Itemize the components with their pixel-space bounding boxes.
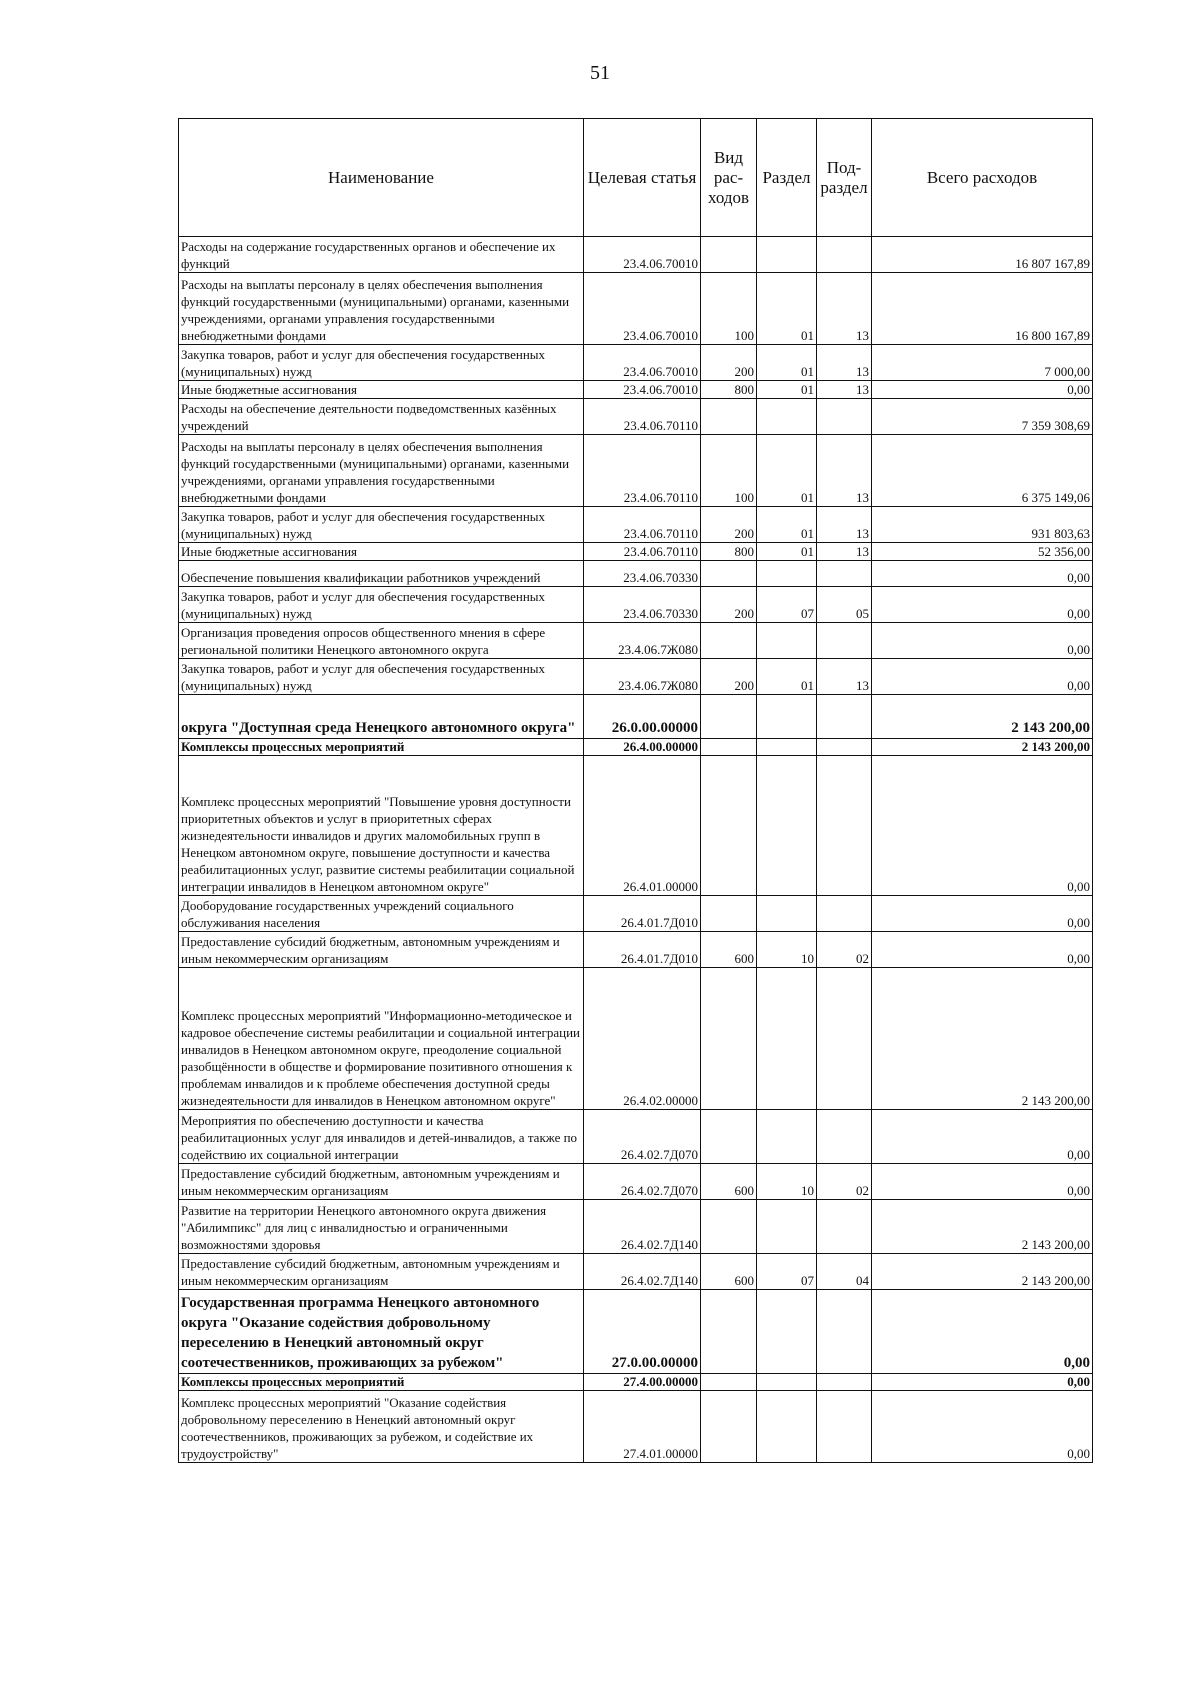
row-code: 23.4.06.70010 — [584, 381, 701, 399]
table-row — [179, 896, 1093, 932]
row-code: 23.4.06.70110 — [584, 435, 701, 507]
row-name: Предоставление субсидий бюджетным, автономным учреждениям и иным некоммерческим организациям — [179, 932, 584, 968]
row-total: 0,00 — [872, 1290, 1093, 1374]
row-podrazdel — [817, 756, 872, 896]
row-total: 0,00 — [872, 896, 1093, 932]
row-code: 23.4.06.7Ж080 — [584, 623, 701, 659]
row-vid: 600 — [701, 1164, 757, 1200]
table-row — [179, 1110, 1093, 1164]
row-vid: 600 — [701, 1254, 757, 1290]
row-code: 26.0.00.00000 — [584, 695, 701, 739]
row-total: 0,00 — [872, 756, 1093, 896]
row-total: 0,00 — [872, 381, 1093, 399]
row-code: 26.4.01.00000 — [584, 756, 701, 896]
row-podrazdel: 02 — [817, 1164, 872, 1200]
row-razdel — [757, 1200, 817, 1254]
row-razdel: 01 — [757, 435, 817, 507]
row-code: 27.4.00.00000 — [584, 1374, 701, 1391]
row-vid: 100 — [701, 273, 757, 345]
table-row — [179, 507, 1093, 543]
row-code: 26.4.01.7Д010 — [584, 896, 701, 932]
row-podrazdel: 13 — [817, 435, 872, 507]
row-name: Закупка товаров, работ и услуг для обеспечения государственных (муниципальных) нужд — [179, 345, 584, 381]
header-target: Целевая статья — [584, 119, 701, 237]
table-row — [179, 399, 1093, 435]
table-row — [179, 273, 1093, 345]
row-razdel: 01 — [757, 381, 817, 399]
row-podrazdel — [817, 739, 872, 756]
table-row — [179, 237, 1093, 273]
row-podrazdel — [817, 399, 872, 435]
row-total: 0,00 — [872, 1110, 1093, 1164]
row-razdel — [757, 896, 817, 932]
table-row — [179, 659, 1093, 695]
row-code: 27.0.00.00000 — [584, 1290, 701, 1374]
row-name: Закупка товаров, работ и услуг для обеспечения государственных (муниципальных) нужд — [179, 659, 584, 695]
header-total: Всего расходов — [872, 119, 1093, 237]
table-row — [179, 1374, 1093, 1391]
row-podrazdel: 13 — [817, 507, 872, 543]
row-total: 16 807 167,89 — [872, 237, 1093, 273]
row-code: 26.4.02.7Д070 — [584, 1110, 701, 1164]
row-vid — [701, 1200, 757, 1254]
row-code: 26.4.02.7Д070 — [584, 1164, 701, 1200]
row-total: 2 143 200,00 — [872, 968, 1093, 1110]
row-total: 0,00 — [872, 659, 1093, 695]
row-razdel — [757, 623, 817, 659]
row-name: Предоставление субсидий бюджетным, автономным учреждениям и иным некоммерческим организациям — [179, 1254, 584, 1290]
row-total: 16 800 167,89 — [872, 273, 1093, 345]
row-name: Расходы на обеспечение деятельности подведомственных казённых учреждений — [179, 399, 584, 435]
row-total: 2 143 200,00 — [872, 695, 1093, 739]
row-vid: 100 — [701, 435, 757, 507]
row-total: 7 000,00 — [872, 345, 1093, 381]
row-total: 7 359 308,69 — [872, 399, 1093, 435]
row-podrazdel: 13 — [817, 659, 872, 695]
row-code: 23.4.06.70010 — [584, 237, 701, 273]
row-vid — [701, 968, 757, 1110]
row-vid — [701, 1391, 757, 1463]
row-code: 23.4.06.7Ж080 — [584, 659, 701, 695]
table-row — [179, 932, 1093, 968]
row-razdel — [757, 561, 817, 587]
row-name: Предоставление субсидий бюджетным, автономным учреждениям и иным некоммерческим организациям — [179, 1164, 584, 1200]
row-total: 0,00 — [872, 561, 1093, 587]
page-number: 51 — [590, 62, 610, 84]
row-podrazdel — [817, 1200, 872, 1254]
row-podrazdel: 05 — [817, 587, 872, 623]
table-row — [179, 1391, 1093, 1463]
row-total: 931 803,63 — [872, 507, 1093, 543]
row-podrazdel — [817, 623, 872, 659]
row-name: Организация проведения опросов общественного мнения в сфере региональной политики Ненецкого автономного округа — [179, 623, 584, 659]
row-vid: 800 — [701, 381, 757, 399]
row-total: 6 375 149,06 — [872, 435, 1093, 507]
row-total: 52 356,00 — [872, 543, 1093, 561]
row-code: 23.4.06.70330 — [584, 587, 701, 623]
row-name: Комплексы процессных мероприятий — [179, 1374, 584, 1391]
row-razdel — [757, 399, 817, 435]
table-row — [179, 587, 1093, 623]
row-podrazdel — [817, 896, 872, 932]
row-total: 2 143 200,00 — [872, 1200, 1093, 1254]
row-vid: 200 — [701, 587, 757, 623]
table-row — [179, 695, 1093, 739]
row-name: Государственная программа Ненецкого автономного округа "Оказание содействия добровольному переселению в Ненецкий автономный округ соотечественников, проживающих за рубежом" — [179, 1290, 584, 1374]
row-name: Расходы на содержание государственных органов и обеспечение их функций — [179, 237, 584, 273]
row-razdel — [757, 1374, 817, 1391]
row-podrazdel — [817, 1374, 872, 1391]
header-expense-type: Вид рас-ходов — [701, 119, 757, 237]
row-vid — [701, 896, 757, 932]
row-vid: 200 — [701, 659, 757, 695]
row-podrazdel: 02 — [817, 932, 872, 968]
row-vid: 200 — [701, 345, 757, 381]
row-podrazdel — [817, 1290, 872, 1374]
row-podrazdel: 13 — [817, 543, 872, 561]
row-total: 0,00 — [872, 1391, 1093, 1463]
row-name: Иные бюджетные ассигнования — [179, 381, 584, 399]
row-name: Комплекс процессных мероприятий "Информационно-методическое и кадровое обеспечение системы реабилитации и социальной интеграции инвалидов в Ненецком автономном округе, преодоление социальной разобщённости в обществе и формирование позитивного отношения к проблемам инвалидов и к проблеме обеспечения доступной среды жизнедеятельности для инвалидов в Ненецком автономном округе" — [179, 968, 584, 1110]
row-code: 27.4.01.00000 — [584, 1391, 701, 1463]
row-vid — [701, 561, 757, 587]
row-razdel — [757, 1391, 817, 1463]
row-razdel: 07 — [757, 1254, 817, 1290]
row-name: Закупка товаров, работ и услуг для обеспечения государственных (муниципальных) нужд — [179, 507, 584, 543]
header-section: Раздел — [757, 119, 817, 237]
row-name: Расходы на выплаты персоналу в целях обеспечения выполнения функций государственными (муниципальными) органами, казенными учреждениями, органами управления государственными внебюджетными фондами — [179, 435, 584, 507]
row-name: Дооборудование государственных учреждений социального обслуживания населения — [179, 896, 584, 932]
row-name: округа "Доступная среда Ненецкого автономного округа" — [179, 695, 584, 739]
row-razdel: 10 — [757, 932, 817, 968]
table-row — [179, 756, 1093, 896]
table-row — [179, 1254, 1093, 1290]
row-code: 26.4.02.7Д140 — [584, 1200, 701, 1254]
row-vid: 600 — [701, 932, 757, 968]
table-row — [179, 561, 1093, 587]
row-razdel — [757, 739, 817, 756]
row-name: Развитие на территории Ненецкого автономного округа движения "Абилимпикс" для лиц с инвалидностью и ограниченными возможностями здоровья — [179, 1200, 584, 1254]
table-row — [179, 435, 1093, 507]
row-code: 23.4.06.70330 — [584, 561, 701, 587]
row-total: 0,00 — [872, 587, 1093, 623]
row-total: 2 143 200,00 — [872, 1254, 1093, 1290]
row-razdel: 01 — [757, 543, 817, 561]
row-name: Обеспечение повышения квалификации работников учреждений — [179, 561, 584, 587]
row-podrazdel: 13 — [817, 345, 872, 381]
row-vid: 800 — [701, 543, 757, 561]
row-podrazdel: 13 — [817, 381, 872, 399]
row-podrazdel — [817, 561, 872, 587]
row-name: Комплексы процессных мероприятий — [179, 739, 584, 756]
table-row — [179, 1290, 1093, 1374]
header-subsection: Под-раздел — [817, 119, 872, 237]
row-name: Закупка товаров, работ и услуг для обеспечения государственных (муниципальных) нужд — [179, 587, 584, 623]
row-name: Расходы на выплаты персоналу в целях обеспечения выполнения функций государственными (муниципальными) органами, казенными учреждениями, органами управления государственными внебюджетными фондами — [179, 273, 584, 345]
row-vid — [701, 1110, 757, 1164]
table-row — [179, 623, 1093, 659]
row-code: 26.4.00.00000 — [584, 739, 701, 756]
row-razdel — [757, 1110, 817, 1164]
row-code: 23.4.06.70010 — [584, 273, 701, 345]
row-razdel — [757, 968, 817, 1110]
row-name: Иные бюджетные ассигнования — [179, 543, 584, 561]
row-vid — [701, 756, 757, 896]
row-podrazdel — [817, 695, 872, 739]
table-row — [179, 381, 1093, 399]
row-podrazdel — [817, 968, 872, 1110]
row-podrazdel — [817, 1391, 872, 1463]
table-row — [179, 968, 1093, 1110]
header-name: Наименование — [179, 119, 584, 237]
row-total: 0,00 — [872, 1374, 1093, 1391]
row-code: 23.4.06.70110 — [584, 399, 701, 435]
row-podrazdel — [817, 1110, 872, 1164]
table-row — [179, 1164, 1093, 1200]
row-razdel — [757, 756, 817, 896]
row-vid — [701, 695, 757, 739]
row-vid — [701, 623, 757, 659]
row-vid — [701, 1374, 757, 1391]
row-vid — [701, 237, 757, 273]
row-razdel — [757, 237, 817, 273]
row-code: 26.4.02.7Д140 — [584, 1254, 701, 1290]
row-razdel: 01 — [757, 659, 817, 695]
table-row — [179, 345, 1093, 381]
row-name: Комплекс процессных мероприятий "Оказание содействия добровольному переселению в Ненецкий автономный округ соотечественников, проживающих за рубежом, и содействие их трудоустройству" — [179, 1391, 584, 1463]
row-code: 26.4.02.00000 — [584, 968, 701, 1110]
row-vid: 200 — [701, 507, 757, 543]
row-podrazdel: 13 — [817, 273, 872, 345]
row-total: 0,00 — [872, 932, 1093, 968]
table-row — [179, 1200, 1093, 1254]
budget-table — [178, 118, 1093, 1463]
row-vid — [701, 739, 757, 756]
row-razdel — [757, 695, 817, 739]
row-name: Комплекс процессных мероприятий "Повышение уровня доступности приоритетных объектов и услуг в приоритетных сферах жизнедеятельности инвалидов и других маломобильных групп в Ненецком автономном округе, повышение доступности и качества реабилитационных услуг, развитие системы реабилитации социальной интеграции инвалидов в Ненецком автономном округе" — [179, 756, 584, 896]
table-row — [179, 739, 1093, 756]
row-vid — [701, 399, 757, 435]
row-code: 23.4.06.70010 — [584, 345, 701, 381]
row-code: 23.4.06.70110 — [584, 507, 701, 543]
row-podrazdel — [817, 237, 872, 273]
row-razdel — [757, 1290, 817, 1374]
row-podrazdel: 04 — [817, 1254, 872, 1290]
row-total: 0,00 — [872, 1164, 1093, 1200]
row-code: 26.4.01.7Д010 — [584, 932, 701, 968]
row-total: 2 143 200,00 — [872, 739, 1093, 756]
row-code: 23.4.06.70110 — [584, 543, 701, 561]
row-razdel: 01 — [757, 273, 817, 345]
table-header-row — [179, 119, 1093, 237]
row-name: Мероприятия по обеспечению доступности и качества реабилитационных услуг для инвалидов и детей-инвалидов, а также по содействию их социальной интеграции — [179, 1110, 584, 1164]
row-vid — [701, 1290, 757, 1374]
row-razdel: 10 — [757, 1164, 817, 1200]
row-razdel: 01 — [757, 345, 817, 381]
row-razdel: 01 — [757, 507, 817, 543]
table-row — [179, 543, 1093, 561]
row-total: 0,00 — [872, 623, 1093, 659]
row-razdel: 07 — [757, 587, 817, 623]
